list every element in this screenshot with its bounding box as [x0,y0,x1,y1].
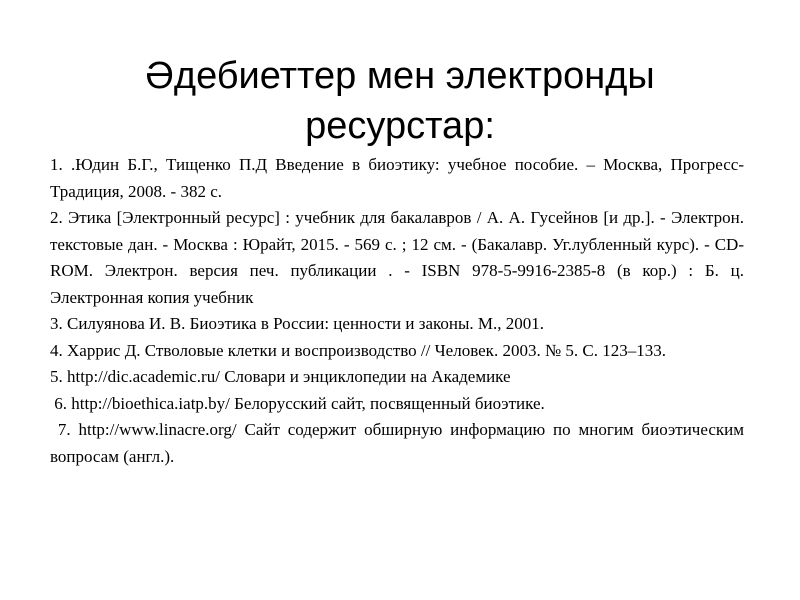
reference-item-6: 6. http://bioethica.iatp.by/ Белорусский сайт, посвященный биоэтике. [50,393,545,413]
slide-title-line-1: Әдебиеттер мен электронды [145,55,655,98]
reference-list [50,152,753,470]
reference-item-2: 2. Этика [Электронный ресурс] : учебник для бакалавров / А. А. Гусейнов [и др.]. - Электрон. текстовые дан. - Москва : Юрайт, 2015. - 569 с. ; 12 см. - (Бакалавр. Уг.лубленный курс). - CD-ROM. Электрон. версия печ. публикации . - ISBN 978-5-9916-2385-8 (в кор.) : Б. ц. Электронная копия учебник [50,208,744,307]
reference-item-5: 5. http://dic.academic.ru/ Словари и энциклопедии на Академике [50,367,511,386]
slide-title [60,51,740,151]
slide-title-line-2: ресурстар: [305,105,495,148]
reference-item-4: 4. Харрис Д. Стволовые клетки и воспроизводство // Человек. 2003. № 5. С. 123–133. [50,340,667,360]
reference-item-1: 1. .Юдин Б.Г., Тищенко П.Д Введение в биоэтику: учебное пособие. – Москва, Прогресс-Традиция, 2008. - 382 с. [50,155,744,201]
reference-item-3: 3. Силуянова И. В. Биоэтика в России: ценности и законы. М., 2001. [50,314,545,333]
reference-item-7: 7. http://www.linacre.org/ Сайт содержит обширную информацию по многим биоэтическим вопросам (англ.). [50,420,753,466]
